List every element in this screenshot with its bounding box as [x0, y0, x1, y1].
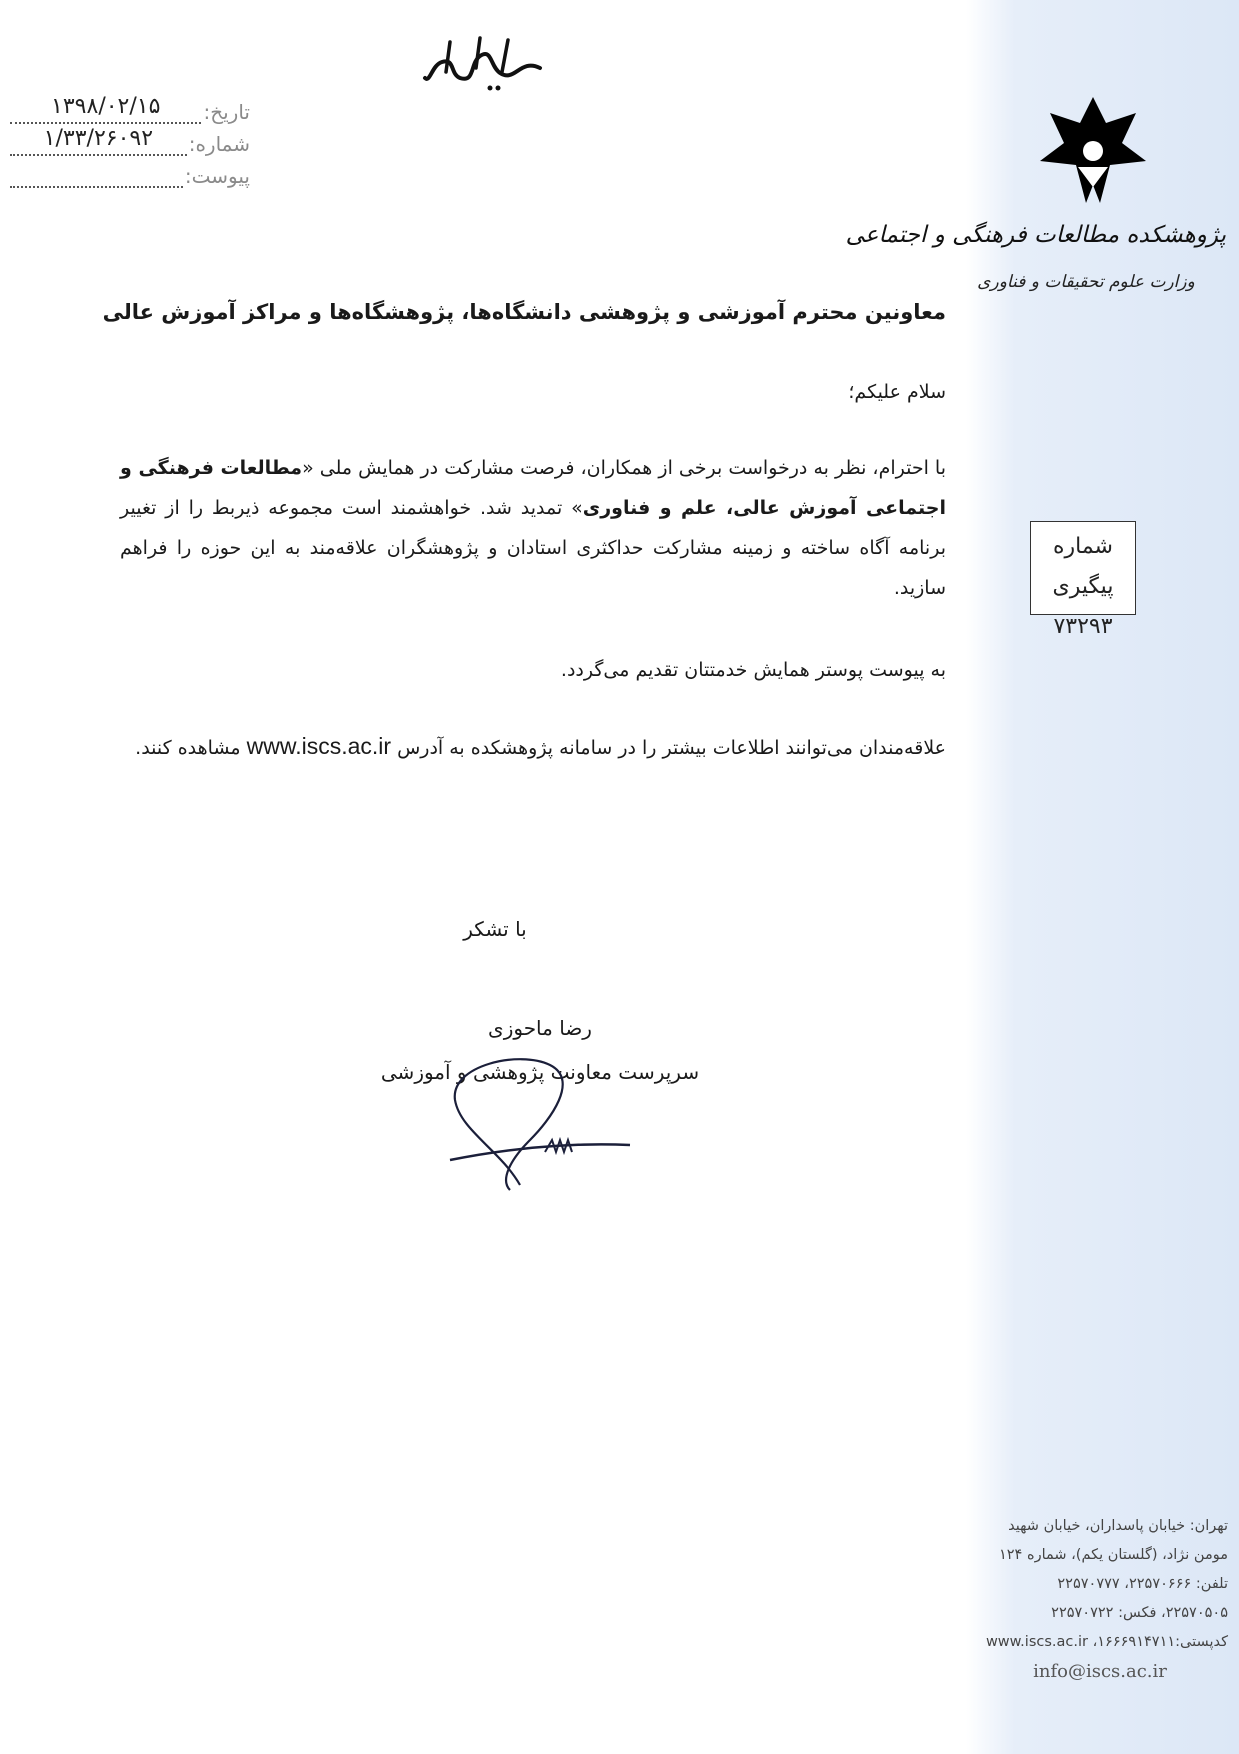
postal-code: ۱۶۶۶۹۱۴۷۱۱ [1097, 1634, 1176, 1650]
letter-recipient: معاونین محترم آموزشی و پژوهشی دانشگاه‌ها، پژوهشگاه‌ها و مراکز آموزش عالی [102, 300, 946, 324]
p1-text-2: » تمدید شد. خواهشمند است مجموعه ذیربط را از تغییر برنامه آگاه ساخته و زمینه مشارکت حداکثری استادان و پژوهشگران علاقه‌مند به این حوزه را فراهم سازید. [120, 497, 946, 599]
tracking-box [1030, 521, 1136, 639]
p3-text-1: علاقه‌مندان می‌توانند اطلاعات بیشتر را در سامانه پژوهشکده به آدرس [397, 737, 946, 759]
handwritten-signature [440, 1040, 640, 1200]
closing-thanks: با تشکر [463, 917, 527, 941]
address-line-2: مومن نژاد، (گلستان یکم)، شماره ۱۲۴ [998, 1547, 1228, 1563]
paragraph-poster: به پیوست پوستر همایش خدمتتان تقدیم می‌گردد. [560, 659, 946, 681]
date-row [10, 92, 250, 124]
tracking-label: شماره پیگیری [1052, 534, 1114, 599]
p1-text-1: با احترام، نظر به درخواست برخی از همکاران، فرصت مشارکت در همایش ملی « [302, 457, 946, 479]
ministry-name: وزارت علوم تحقیقات و فناوری [977, 272, 1195, 292]
number-row [10, 124, 250, 156]
footer-address [972, 1512, 1228, 1686]
basmala-calligraphy [420, 28, 550, 98]
date-label: تاریخ: [203, 100, 250, 124]
attachment-row [10, 156, 250, 188]
number-label: شماره: [188, 132, 250, 156]
conference-title: مطالعات فرهنگی و اجتماعی آموزش عالی، علم و فناوری [120, 457, 946, 519]
tracking-number: ۷۳۲۹۳ [1053, 614, 1113, 639]
address-line-1: تهران: خیابان پاسداران، خیابان شهید [1008, 1518, 1228, 1534]
fax-line: ۲۲۵۷۰۵۰۵، فکس: ۲۲۵۷۰۷۲۲ [1051, 1605, 1228, 1621]
attachment-label: پیوست: [184, 164, 250, 188]
paragraph-extension [120, 448, 946, 608]
number-value: ۱/۳۳/۲۶۰۹۲ [10, 126, 187, 156]
phone-line: تلفن: ۲۲۵۷۰۶۶۶، ۲۲۵۷۰۷۷۷ [1057, 1576, 1228, 1592]
institute-logo-icon [1038, 95, 1148, 215]
attachment-value [10, 158, 183, 188]
date-value: ۱۳۹۸/۰۲/۱۵ [10, 94, 201, 124]
postal-label: کدپستی: [1175, 1634, 1228, 1650]
footer-website[interactable]: www.iscs.ac.ir [985, 1634, 1088, 1650]
footer-email[interactable]: info@iscs.ac.ir [1033, 1661, 1167, 1682]
signer-name: رضا ماحوزی [488, 1016, 592, 1040]
organization-name: پژوهشکده مطالعات فرهنگی و اجتماعی [845, 222, 1226, 248]
document-meta [10, 92, 250, 188]
postal-line: کدپستی:۱۶۶۶۹۱۴۷۱۱، www.iscs.ac.ir [985, 1634, 1228, 1650]
paragraph-website [120, 726, 946, 768]
letter-greeting: سلام علیکم؛ [848, 381, 946, 403]
p3-text-2: مشاهده کنند. [135, 737, 241, 759]
signer-title: سرپرست معاونت پژوهشی و آموزشی [380, 1060, 700, 1084]
website-link[interactable]: www.iscs.ac.ir [246, 733, 392, 759]
